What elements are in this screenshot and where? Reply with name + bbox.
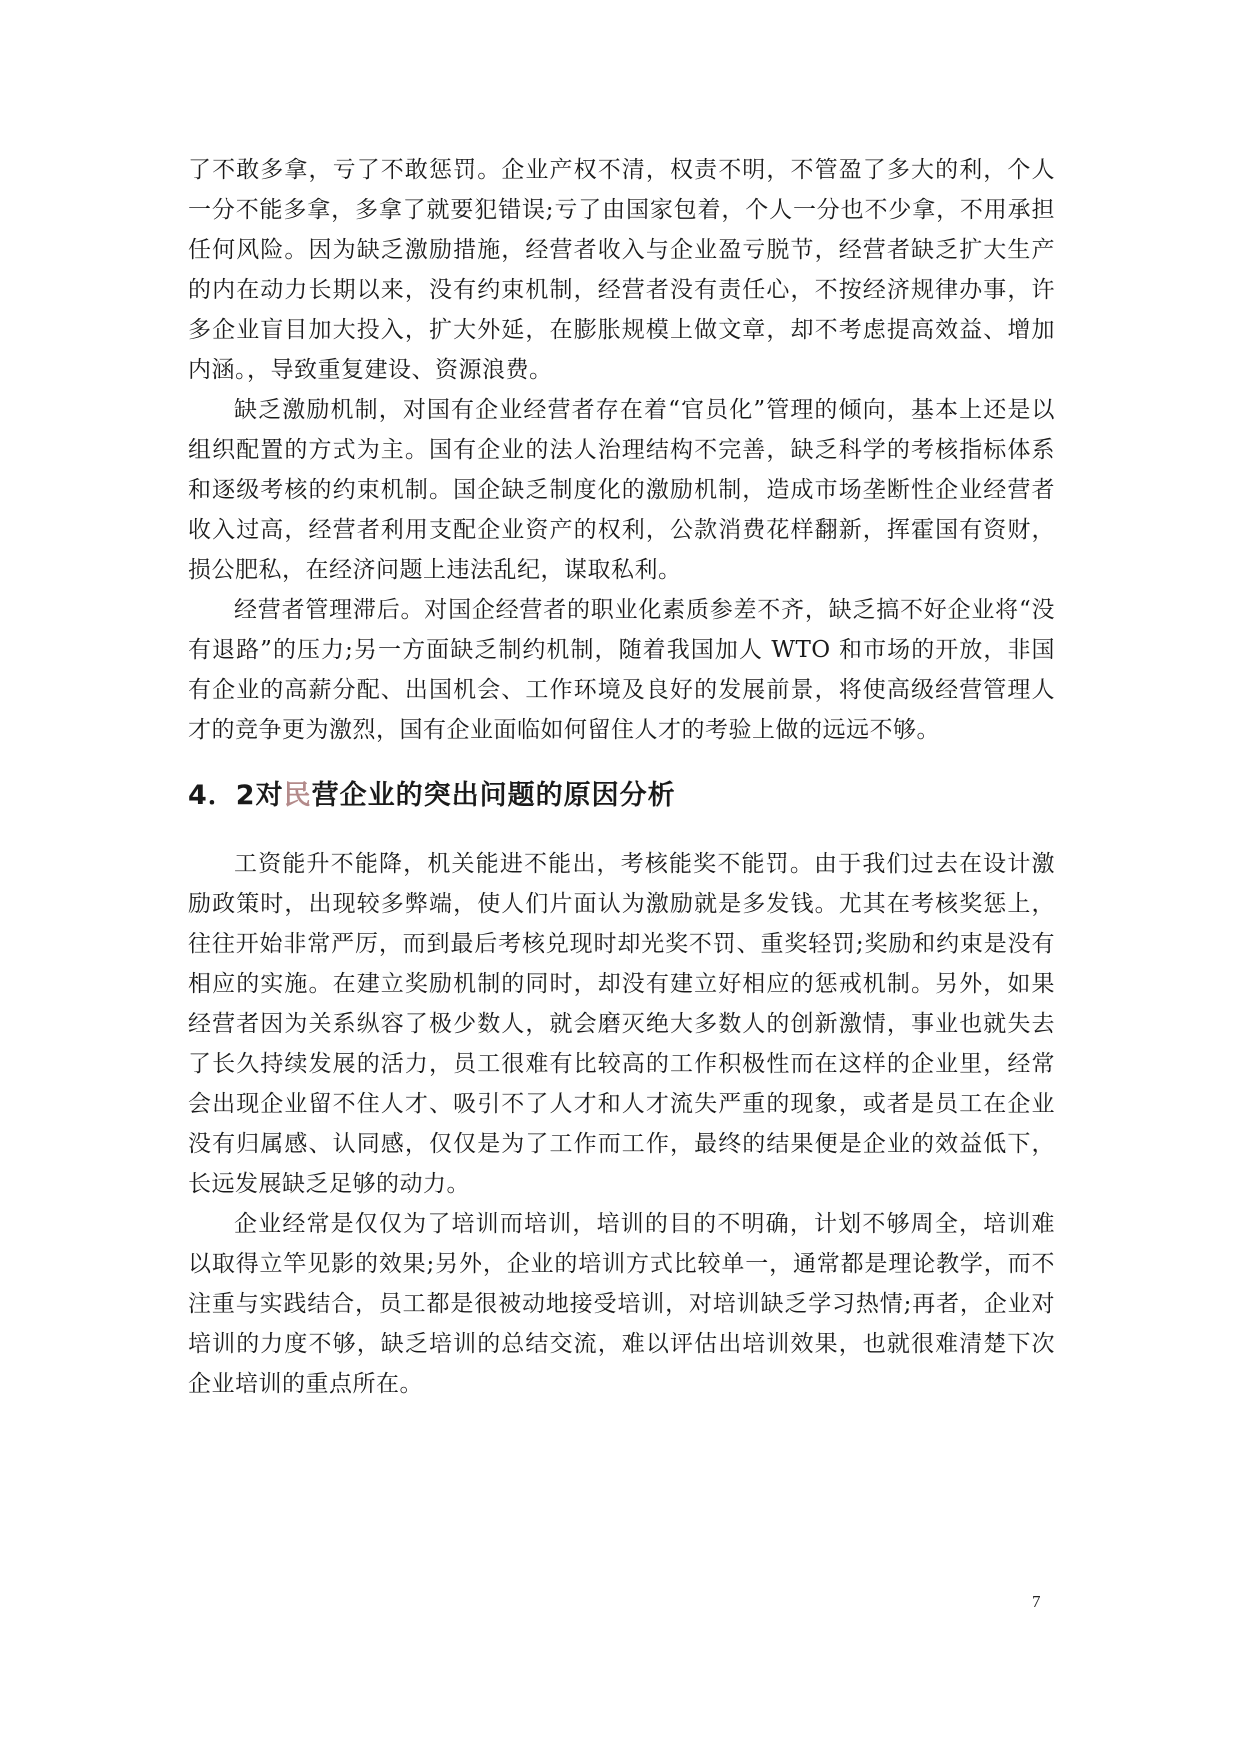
heading-highlight: 民: [283, 780, 312, 811]
page-body: [188, 150, 1055, 1404]
heading-prefix: 4．2对: [188, 780, 284, 811]
paragraph-management-lag: 经营者管理滞后。对国企经营者的职业化素质参差不齐，缺乏搞不好企业将“没有退路”的压力;另一方面缺乏制约机制，随着我国加人 WTO 和市场的开放，非国有企业的高薪分配、出国机会、工作环境及良好的发展前景，将使高级经营管理人才的竞争更为激烈，国有企业面临如何留住人才的考验上做的远远不够。: [188, 597, 1055, 743]
section-heading-4-2: [188, 774, 1055, 818]
page-number: 7: [1032, 1592, 1041, 1611]
paragraph-salary-assessment: 工资能升不能降，机关能进不能出，考核能奖不能罚。由于我们过去在设计激励政策时，出现较多弊端，使人们片面认为激励就是多发钱。尤其在考核奖惩上，往往开始非常严厉，而到最后考核兑现时却光奖不罚、重奖轻罚;奖励和约束是没有相应的实施。在建立奖励机制的同时，却没有建立好相应的惩戒机制。另外，如果经营者因为关系纵容了极少数人，就会磨灭绝大多数人的创新激情，事业也就失去了长久持续发展的活力，员工很难有比较高的工作积极性而在这样的企业里，经常会出现企业留不住人才、吸引不了人才和人才流失严重的现象，或者是员工在企业没有归属感、认同感，仅仅是为了工作而工作，最终的结果便是企业的效益低下，长远发展缺乏足够的动力。: [188, 851, 1055, 1197]
paragraph-continued: 了不敢多拿，亏了不敢惩罚。企业产权不清，权责不明，不管盈了多大的利，个人一分不能多拿，多拿了就要犯错误;亏了由国家包着，个人一分也不少拿，不用承担任何风险。因为缺乏激励措施，经营者收入与企业盈亏脱节，经营者缺乏扩大生产的内在动力长期以来，没有约束机制，经营者没有责任心，不按经济规律办事，许多企业盲目加大投入，扩大外延，在膨胀规模上做文章，却不考虑提高效益、增加内涵。，导致重复建设、资源浪费。: [188, 157, 1055, 383]
heading-suffix: 营企业的突出问题的原因分析: [311, 780, 676, 811]
paragraph-incentive-mechanism: 缺乏激励机制，对国有企业经营者存在着“官员化”管理的倾向，基本上还是以组织配置的方式为主。国有企业的法人治理结构不完善，缺乏科学的考核指标体系和逐级考核的约束机制。国企缺乏制度化的激励机制，造成市场垄断性企业经营者收入过高，经营者利用支配企业资产的权利，公款消费花样翻新，挥霍国有资财，损公肥私，在经济问题上违法乱纪，谋取私利。: [188, 397, 1055, 583]
paragraph-training: 企业经常是仅仅为了培训而培训，培训的目的不明确，计划不够周全，培训难以取得立竿见影的效果;另外，企业的培训方式比较单一，通常都是理论教学，而不注重与实践结合，员工都是很被动地接受培训，对培训缺乏学习热情;再者，企业对培训的力度不够，缺乏培训的总结交流，难以评估出培训效果，也就很难清楚下次企业培训的重点所在。: [188, 1211, 1055, 1397]
